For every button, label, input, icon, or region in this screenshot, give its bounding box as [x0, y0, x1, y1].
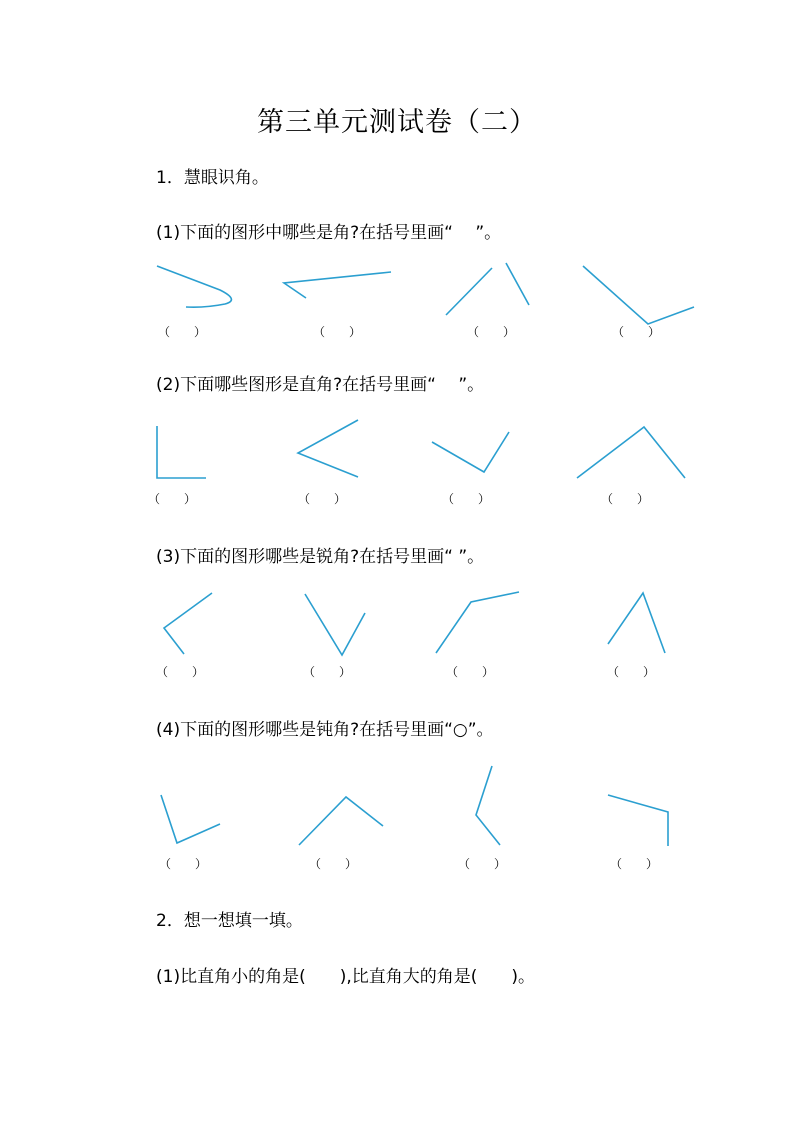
- figure-1-4-b: [299, 797, 383, 845]
- question-1-2: (2)下面哪些图形是直角?在括号里画“ ”。: [156, 375, 485, 395]
- figure-1-3-d: [608, 593, 665, 653]
- section-1-heading: 1．慧眼识角。: [156, 168, 269, 188]
- answer-blank-1-3-a[interactable]: （ ）: [156, 665, 205, 679]
- answer-blank-1-3-d[interactable]: （ ）: [607, 665, 656, 679]
- answer-blank-1-4-a[interactable]: （ ）: [159, 857, 208, 871]
- question-2-1: (1)比直角小的角是( ),比直角大的角是( )。: [156, 967, 536, 987]
- figure-1-2-d: [577, 427, 685, 478]
- figure-1-4-a: [161, 795, 220, 843]
- figure-1-4-d: [608, 795, 668, 846]
- answer-blank-1-2-a[interactable]: （ ）: [148, 492, 197, 506]
- answer-blank-1-4-c[interactable]: （ ）: [458, 857, 507, 871]
- answer-blank-1-1-b[interactable]: （ ）: [313, 325, 362, 339]
- section-2-heading: 2．想一想填一填。: [156, 911, 303, 931]
- answer-blank-1-3-b[interactable]: （ ）: [303, 665, 352, 679]
- figure-1-2-a: [157, 426, 206, 478]
- answer-blank-1-2-b[interactable]: （ ）: [298, 492, 347, 506]
- figure-1-1-b: [284, 272, 391, 298]
- figure-1-1-c2: [506, 263, 529, 305]
- figure-1-3-c: [436, 592, 519, 653]
- figure-1-1-d: [583, 266, 694, 324]
- answer-blank-1-1-d[interactable]: （ ）: [612, 325, 661, 339]
- question-1-4: (4)下面的图形哪些是钝角?在括号里画“○”。: [156, 720, 494, 740]
- page-title: 第三单元测试卷（二）: [257, 107, 537, 138]
- answer-blank-1-1-c[interactable]: （ ）: [467, 325, 516, 339]
- figure-1-3-b: [305, 594, 365, 655]
- figure-1-2-b: [298, 420, 358, 477]
- answer-blank-1-2-d[interactable]: （ ）: [601, 492, 650, 506]
- answer-blank-1-4-d[interactable]: （ ）: [610, 857, 659, 871]
- answer-blank-1-4-b[interactable]: （ ）: [309, 857, 358, 871]
- question-1-1: (1)下面的图形中哪些是角?在括号里画“ ”。: [156, 223, 502, 243]
- figure-1-4-c: [476, 766, 500, 845]
- figure-1-1-a: [157, 266, 231, 307]
- figure-1-1-c1: [446, 268, 492, 315]
- answer-blank-1-1-a[interactable]: （ ）: [158, 325, 207, 339]
- answer-blank-1-3-c[interactable]: （ ）: [446, 665, 495, 679]
- answer-blank-1-2-c[interactable]: （ ）: [442, 492, 491, 506]
- figure-1-2-c: [432, 432, 509, 472]
- figure-1-3-a: [164, 593, 212, 654]
- question-1-3: (3)下面的图形哪些是锐角?在括号里画“ ”。: [156, 547, 485, 567]
